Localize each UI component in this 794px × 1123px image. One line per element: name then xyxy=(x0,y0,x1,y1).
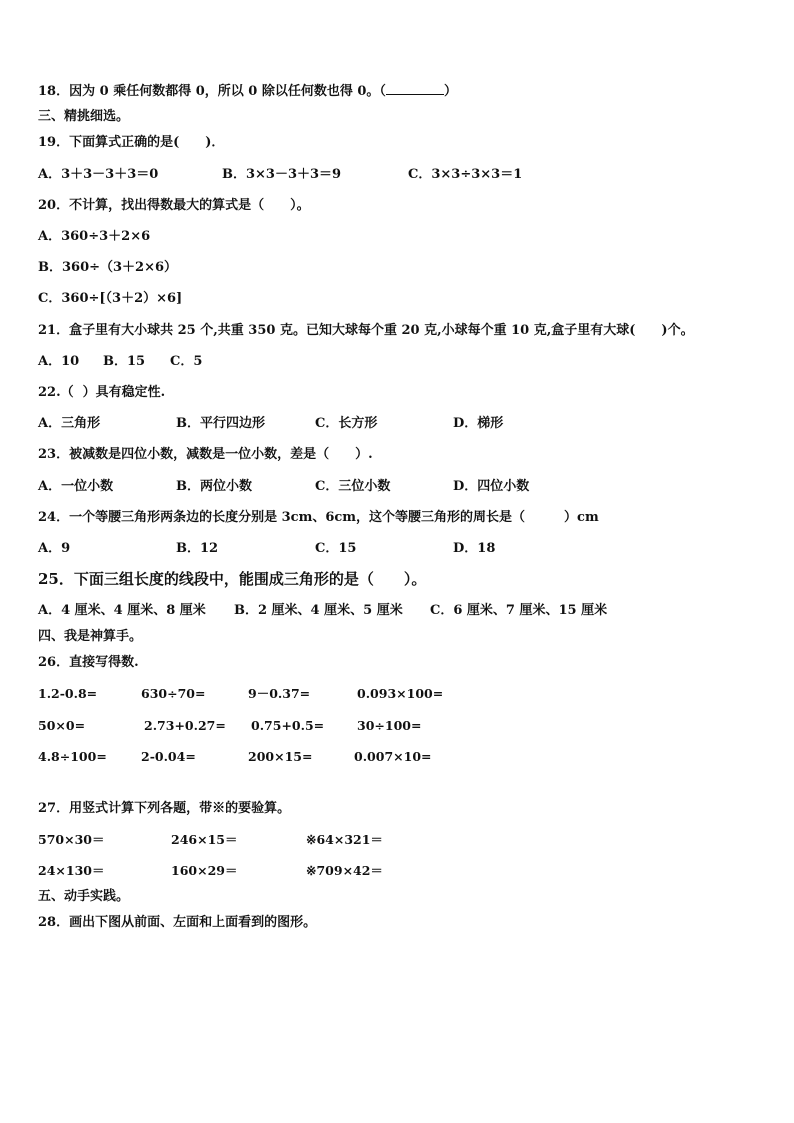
q26-item: 0.007×10= xyxy=(354,749,432,764)
question-25-option-b[interactable]: B．2 厘米、4 厘米、5 厘米 xyxy=(234,603,403,618)
q26-item: 50×0= xyxy=(38,718,86,733)
q26-item: 0.093×100= xyxy=(357,686,444,701)
question-25-option-a[interactable]: A．4 厘米、4 厘米、8 厘米 xyxy=(38,603,206,618)
question-27-stem: 27．用竖式计算下列各题，带※的要验算。 xyxy=(38,801,291,816)
question-20-option-b[interactable]: B．360÷（3＋2×6） xyxy=(38,260,178,275)
question-18 xyxy=(38,82,457,101)
question-24-option-b[interactable]: B．12 xyxy=(176,541,219,556)
question-28-stem: 28．画出下图从前面、左面和上面看到的图形。 xyxy=(38,915,317,930)
question-26-stem: 26．直接写得数. xyxy=(38,655,139,670)
q27-item: 24×130＝ xyxy=(38,863,105,878)
question-22-option-c[interactable]: C．长方形 xyxy=(315,416,378,431)
question-20-option-a[interactable]: A．360÷3＋2×6 xyxy=(38,229,151,244)
question-25-stem: 25．下面三组长度的线段中，能围成三角形的是（ ）。 xyxy=(38,570,427,588)
q27-item: ※709×42＝ xyxy=(306,863,383,878)
q27-item: 160×29＝ xyxy=(171,863,238,878)
question-19-option-b[interactable]: B．3×3－3＋3＝9 xyxy=(222,167,342,182)
section-3-heading: 三、精挑细选。 xyxy=(38,109,130,124)
q27-item: 570×30＝ xyxy=(38,832,105,847)
question-23-option-b[interactable]: B．两位小数 xyxy=(176,479,252,494)
question-21-option-a[interactable]: A．10 xyxy=(38,354,80,369)
q26-item: 2-0.04= xyxy=(141,749,196,764)
question-20-option-c[interactable]: C．360÷[（3＋2）×6] xyxy=(38,291,183,306)
question-25-option-c[interactable]: C．6 厘米、7 厘米、15 厘米 xyxy=(430,603,608,618)
question-18-text: 18．因为 0 乘任何数都得 0，所以 0 除以任何数也得 0。（ xyxy=(38,84,386,99)
question-23-option-a[interactable]: A．一位小数 xyxy=(38,479,114,494)
question-19-stem: 19．下面算式正确的是( )． xyxy=(38,135,225,150)
q26-item: 2.73+0.27= xyxy=(144,718,226,733)
question-22-stem: 22.（ ）具有稳定性. xyxy=(38,385,166,400)
question-24-option-c[interactable]: C．15 xyxy=(315,541,357,556)
section-5-heading: 五、动手实践。 xyxy=(38,889,130,904)
question-22-option-b[interactable]: B．平行四边形 xyxy=(176,416,265,431)
question-24-option-a[interactable]: A．9 xyxy=(38,541,71,556)
question-22-option-a[interactable]: A．三角形 xyxy=(38,416,101,431)
q26-item: 630÷70= xyxy=(141,686,206,701)
section-4-heading: 四、我是神算手。 xyxy=(38,629,143,644)
question-23-option-c[interactable]: C．三位小数 xyxy=(315,479,391,494)
question-22-option-d[interactable]: D．梯形 xyxy=(453,416,504,431)
question-18-close: ） xyxy=(443,84,457,99)
q26-item: 1.2-0.8= xyxy=(38,686,98,701)
q27-item: ※64×321＝ xyxy=(306,832,383,847)
question-19-option-c[interactable]: C．3×3÷3×3＝1 xyxy=(408,167,523,182)
answer-blank[interactable] xyxy=(386,82,444,95)
question-21-option-b[interactable]: B．15 xyxy=(103,354,146,369)
q26-item: 9－0.37= xyxy=(248,686,311,701)
q26-item: 30÷100= xyxy=(357,718,422,733)
question-20-stem: 20．不计算，找出得数最大的算式是（ ）。 xyxy=(38,198,310,213)
question-21-option-c[interactable]: C．5 xyxy=(170,354,203,369)
q26-item: 0.75+0.5= xyxy=(251,718,325,733)
question-24-option-d[interactable]: D．18 xyxy=(453,541,496,556)
question-21-stem: 21．盒子里有大小球共 25 个,共重 350 克。已知大球每个重 20 克,小球每个重 10 克,盒子里有大球( )个。 xyxy=(38,323,694,338)
question-23-stem: 23．被减数是四位小数，减数是一位小数，差是（ ）. xyxy=(38,447,373,462)
q26-item: 200×15= xyxy=(248,749,313,764)
q26-item: 4.8÷100= xyxy=(38,749,107,764)
q27-item: 246×15＝ xyxy=(171,832,238,847)
question-19-option-a[interactable]: A．3＋3－3＋3＝0 xyxy=(38,167,159,182)
question-24-stem: 24．一个等腰三角形两条边的长度分别是 3cm、6cm，这个等腰三角形的周长是（ ）cm xyxy=(38,510,599,525)
question-23-option-d[interactable]: D．四位小数 xyxy=(453,479,530,494)
